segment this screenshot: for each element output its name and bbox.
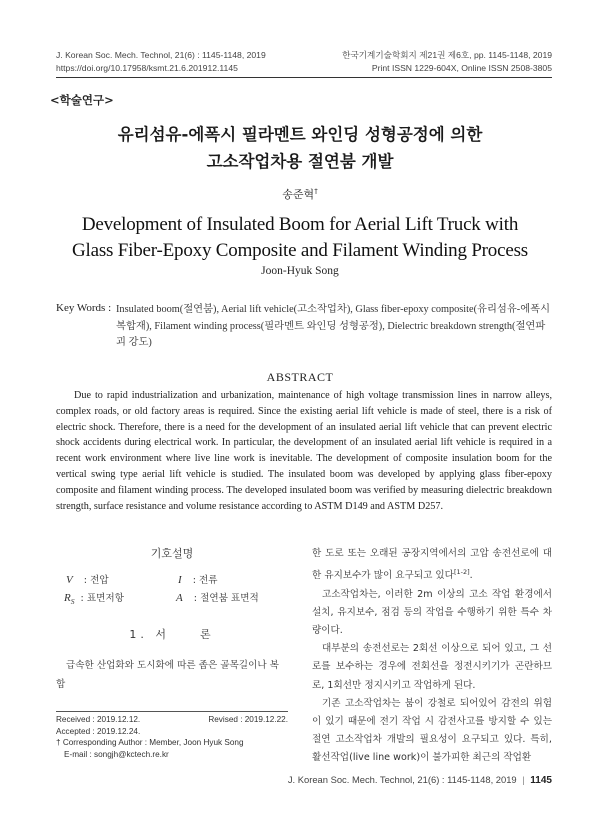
revised-date: Revised : 2019.12.22. xyxy=(208,715,288,724)
english-title-line-2: Glass Fiber-Epoxy Composite and Filament Winding Process xyxy=(72,240,528,261)
symbol-a-desc: : 절연붐 표면적 xyxy=(193,593,259,604)
right-paragraph-3: 대부분의 송전선로는 2회선 이상으로 되어 있고, 그 선로를 보수하는 경우에 전회선을 정전시키기가 곤란하므로, 1회선만 정지시키고 작업하게 된다. xyxy=(312,643,552,691)
page-footer: J. Korean Soc. Mech. Technol, 21(6) : 1145-1148, 2019 | 1145 xyxy=(287,774,552,786)
introduction-paragraph: 급속한 산업화와 도시화에 따른 좁은 골목길이나 복합 xyxy=(56,660,279,690)
right-paragraph-1 xyxy=(312,545,552,586)
korean-author-name: 송준혁 xyxy=(282,188,315,201)
issn-line: Print ISSN 1229-604X, Online ISSN 2508-3805 xyxy=(371,63,552,73)
symbols-heading: 기호설명 xyxy=(150,547,194,560)
symbol-row-i xyxy=(178,572,218,586)
abstract-heading: ABSTRACT xyxy=(266,370,334,384)
introduction-heading: 1. 서 론 xyxy=(129,628,215,641)
section-tag: <학술연구> xyxy=(50,93,114,107)
korean-journal-citation: 한국기계기술학회지 제21권 제6호, pp. 1145-1148, 2019 xyxy=(342,50,552,60)
right-column xyxy=(312,545,552,768)
korean-author xyxy=(0,186,600,202)
symbol-i: I xyxy=(178,574,182,586)
right-paragraph-1-text: 한 도로 또는 오래된 공장지역에서의 고압 송전선로에 대한 유지보수가 많이 요구되고 있다 xyxy=(312,548,552,582)
symbol-v-desc: : 전압 xyxy=(83,575,109,586)
corresponding-author: † Corresponding Author : Member, Joon Hyuk Song xyxy=(56,738,244,747)
symbol-row-v xyxy=(66,572,109,586)
citation-1-2: [1-2] xyxy=(453,568,470,577)
english-title-line-1: Development of Insulated Boom for Aerial Lift Truck with xyxy=(81,214,519,235)
notes-rule xyxy=(56,711,288,712)
english-author: Joon-Hyuk Song xyxy=(261,265,339,277)
symbol-r-subscript: S xyxy=(70,596,75,606)
page-number: 1145 xyxy=(530,775,552,786)
keywords-label: Key Words : xyxy=(56,302,112,314)
corresponding-mark: † xyxy=(314,187,318,196)
korean-title-line-1: 유리섬유-에폭시 필라멘트 와인딩 성형공정에 의한 xyxy=(117,125,483,144)
footer-citation: J. Korean Soc. Mech. Technol, 21(6) : 1145-1148, 2019 xyxy=(287,774,517,785)
right-paragraph-2: 고소작업차는, 이러한 2m 이상의 고소 작업 환경에서 설치, 유지보수, 점검 등의 작업을 수행하기 위한 특수 차량이다. xyxy=(312,588,552,636)
journal-citation: J. Korean Soc. Mech. Technol, 21(6) : 1145-1148, 2019 xyxy=(56,50,266,60)
right-paragraph-4: 기존 고소작업차는 붐이 강철로 되어있어 감전의 위험이 있기 때문에 전기 작업 시 감전사고를 방지할 수 있는 절연 고소작업차 개발의 필요성이 요구되고 있다. 특히, 활선작업(live line work)이 불가피한 최근의 작업환 xyxy=(312,697,552,764)
author-email: E-mail : songjh@kctech.re.kr xyxy=(64,749,169,759)
header-rule xyxy=(56,77,552,78)
symbol-i-desc: : 전류 xyxy=(192,575,218,586)
abstract-body: Due to rapid industrialization and urbanization, maintenance of high voltage transmission lines in narrow alleys, complex roads, or old factory areas is required. Since the existing aerial lift vehicle is made of steel, there is a risk of electric shock. Therefore, there is a need for the development of an insulated aerial lift vehicle that can prevent electric shock accidents during electrical work. In particular, the development of an insulated aerial lift vehicle is required in a recent work environment where live line work is inevitable. The development of composite insulation boom for the vertical swing type aerial lift vehicle is studied. The insulated boom was developed by applying glass fiber-epoxy composite and filament winding process. The developed insulated boom was verified by measuring dielectric breakdown strength, surface resistance and volume resistance according to ASTM D149 and ASTM D257. xyxy=(56,390,552,512)
article-notes xyxy=(56,714,288,760)
symbol-v: V xyxy=(66,574,73,586)
keywords-text: Insulated boom(절연붐), Aerial lift vehicle(고소작업차), Glass fiber-epoxy composite(유리섬유-에폭시 복합재), Filament winding process(필라멘트 와인딩 성형공정), Dielectric breakdown strength(절연파괴 강도) xyxy=(116,304,551,348)
symbol-row-a xyxy=(176,590,259,604)
right-paragraph-1-end: . xyxy=(469,570,473,582)
doi-link[interactable]: https://doi.org/10.17958/ksmt.21.6.201912.1145 xyxy=(56,63,238,73)
symbol-rs-desc: : 표면저항 xyxy=(80,593,124,604)
symbol-row-rs xyxy=(64,590,124,606)
symbol-r: R xyxy=(64,592,71,604)
korean-title-line-2: 고소작업차용 절연붐 개발 xyxy=(206,152,394,171)
accepted-date: Accepted : 2019.12.24. xyxy=(56,726,141,736)
symbol-a: A xyxy=(176,592,183,604)
received-date: Received : 2019.12.12. xyxy=(56,715,141,724)
